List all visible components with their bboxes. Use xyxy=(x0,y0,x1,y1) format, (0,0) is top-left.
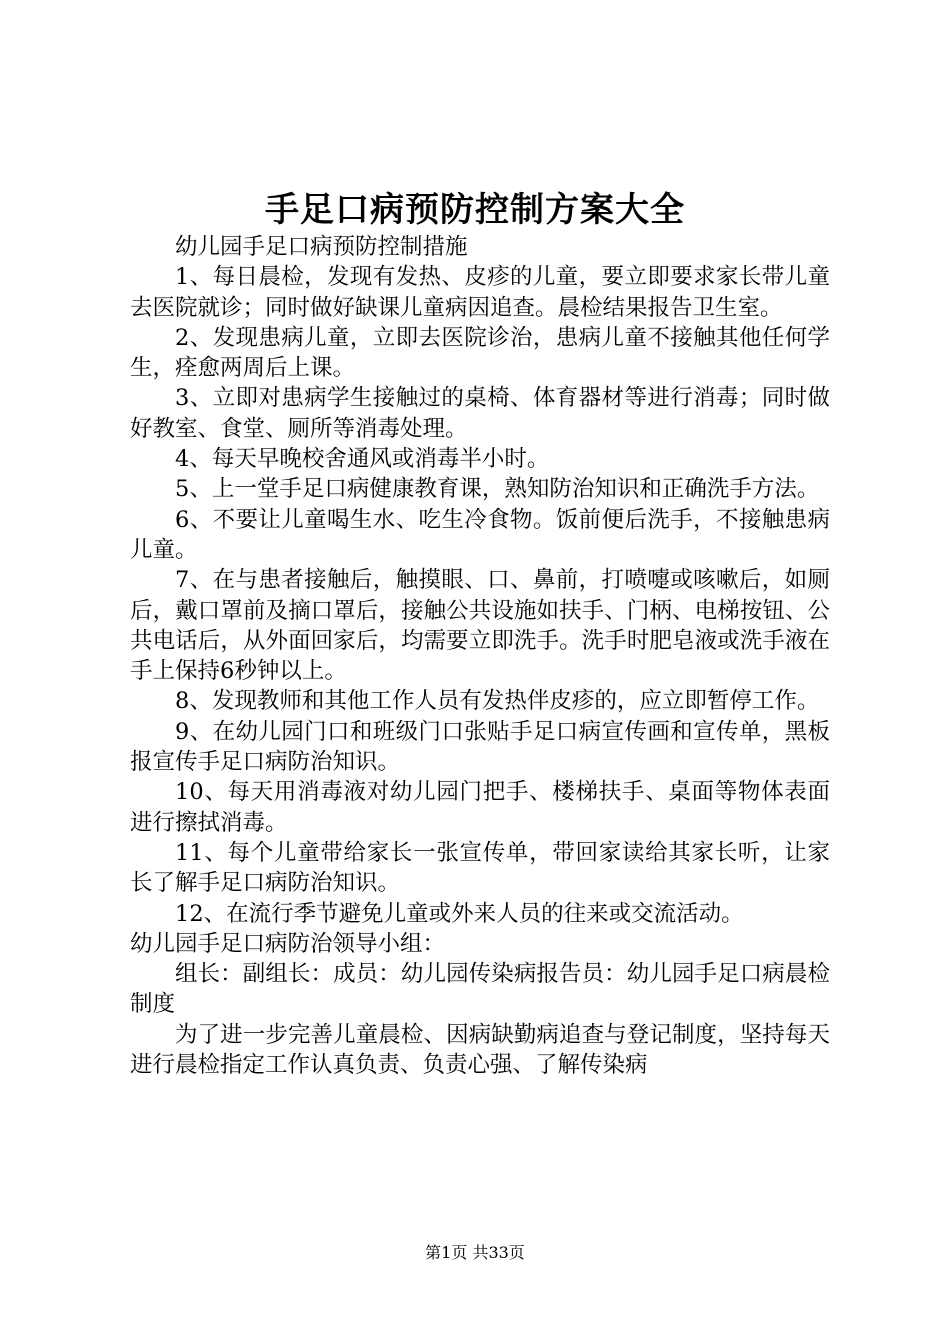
paragraph: 11、每个儿童带给家长一张宣传单，带回家读给其家长听，让家长了解手足口病防治知识。 xyxy=(130,839,830,897)
paragraph: 10、每天用消毒液对幼儿园门把手、楼梯扶手、桌面等物体表面进行擦拭消毒。 xyxy=(130,779,830,836)
paragraph: 组长：副组长：成员：幼儿园传染病报告员：幼儿园手足口病晨检制度 xyxy=(130,961,830,1018)
paragraph: 5、上一堂手足口病健康教育课，熟知防治知识和正确洗手方法。 xyxy=(175,476,820,503)
document-body xyxy=(130,232,830,1080)
page-footer: 第1页 共33页 xyxy=(425,1243,525,1262)
section-heading: 幼儿园手足口病预防控制措施 xyxy=(175,234,468,260)
paragraph: 8、发现教师和其他工作人员有发热伴皮疹的，应立即暂停工作。 xyxy=(175,688,820,715)
paragraph: 12、在流行季节避免儿童或外来人员的往来或交流活动。 xyxy=(175,900,744,927)
paragraph: 7、在与患者接触后，触摸眼、口、鼻前，打喷嚏或咳嗽后，如厕后，戴口罩前及摘口罩后，接触公共设施如扶手、门柄、电梯按钮、公共电话后，从外面回家后，均需要立即洗手。洗手时肥皂液或洗手液在手上保持6秒钟以上。 xyxy=(130,567,830,685)
paragraph: 3、立即对患病学生接触过的桌椅、体育器材等进行消毒；同时做好教室、食堂、厕所等消毒处理。 xyxy=(130,385,830,442)
document-title: 手足口病预防控制方案大全 xyxy=(265,190,685,230)
paragraph: 为了进一步完善儿童晨检、因病缺勤病追查与登记制度，坚持每天进行晨检指定工作认真负责、负责心强、了解传染病 xyxy=(130,1021,830,1079)
paragraph: 4、每天早晚校舍通风或消毒半小时。 xyxy=(175,446,550,473)
paragraph: 2、发现患病儿童，立即去医院诊治，患病儿童不接触其他任何学生，痊愈两周后上课。 xyxy=(130,324,830,382)
paragraph: 6、不要让儿童喝生水、吃生冷食物。饭前便后洗手，不接触患病儿童。 xyxy=(130,506,830,563)
section-heading: 幼儿园手足口病防治领导小组： xyxy=(130,930,446,957)
paragraph: 9、在幼儿园门口和班级门口张贴手足口病宣传画和宣传单，黑板报宣传手足口病防治知识。 xyxy=(130,718,830,776)
paragraph: 1、每日晨检，发现有发热、皮疹的儿童，要立即要求家长带儿童去医院就诊；同时做好缺课儿童病因追查。晨检结果报告卫生室。 xyxy=(130,264,830,321)
